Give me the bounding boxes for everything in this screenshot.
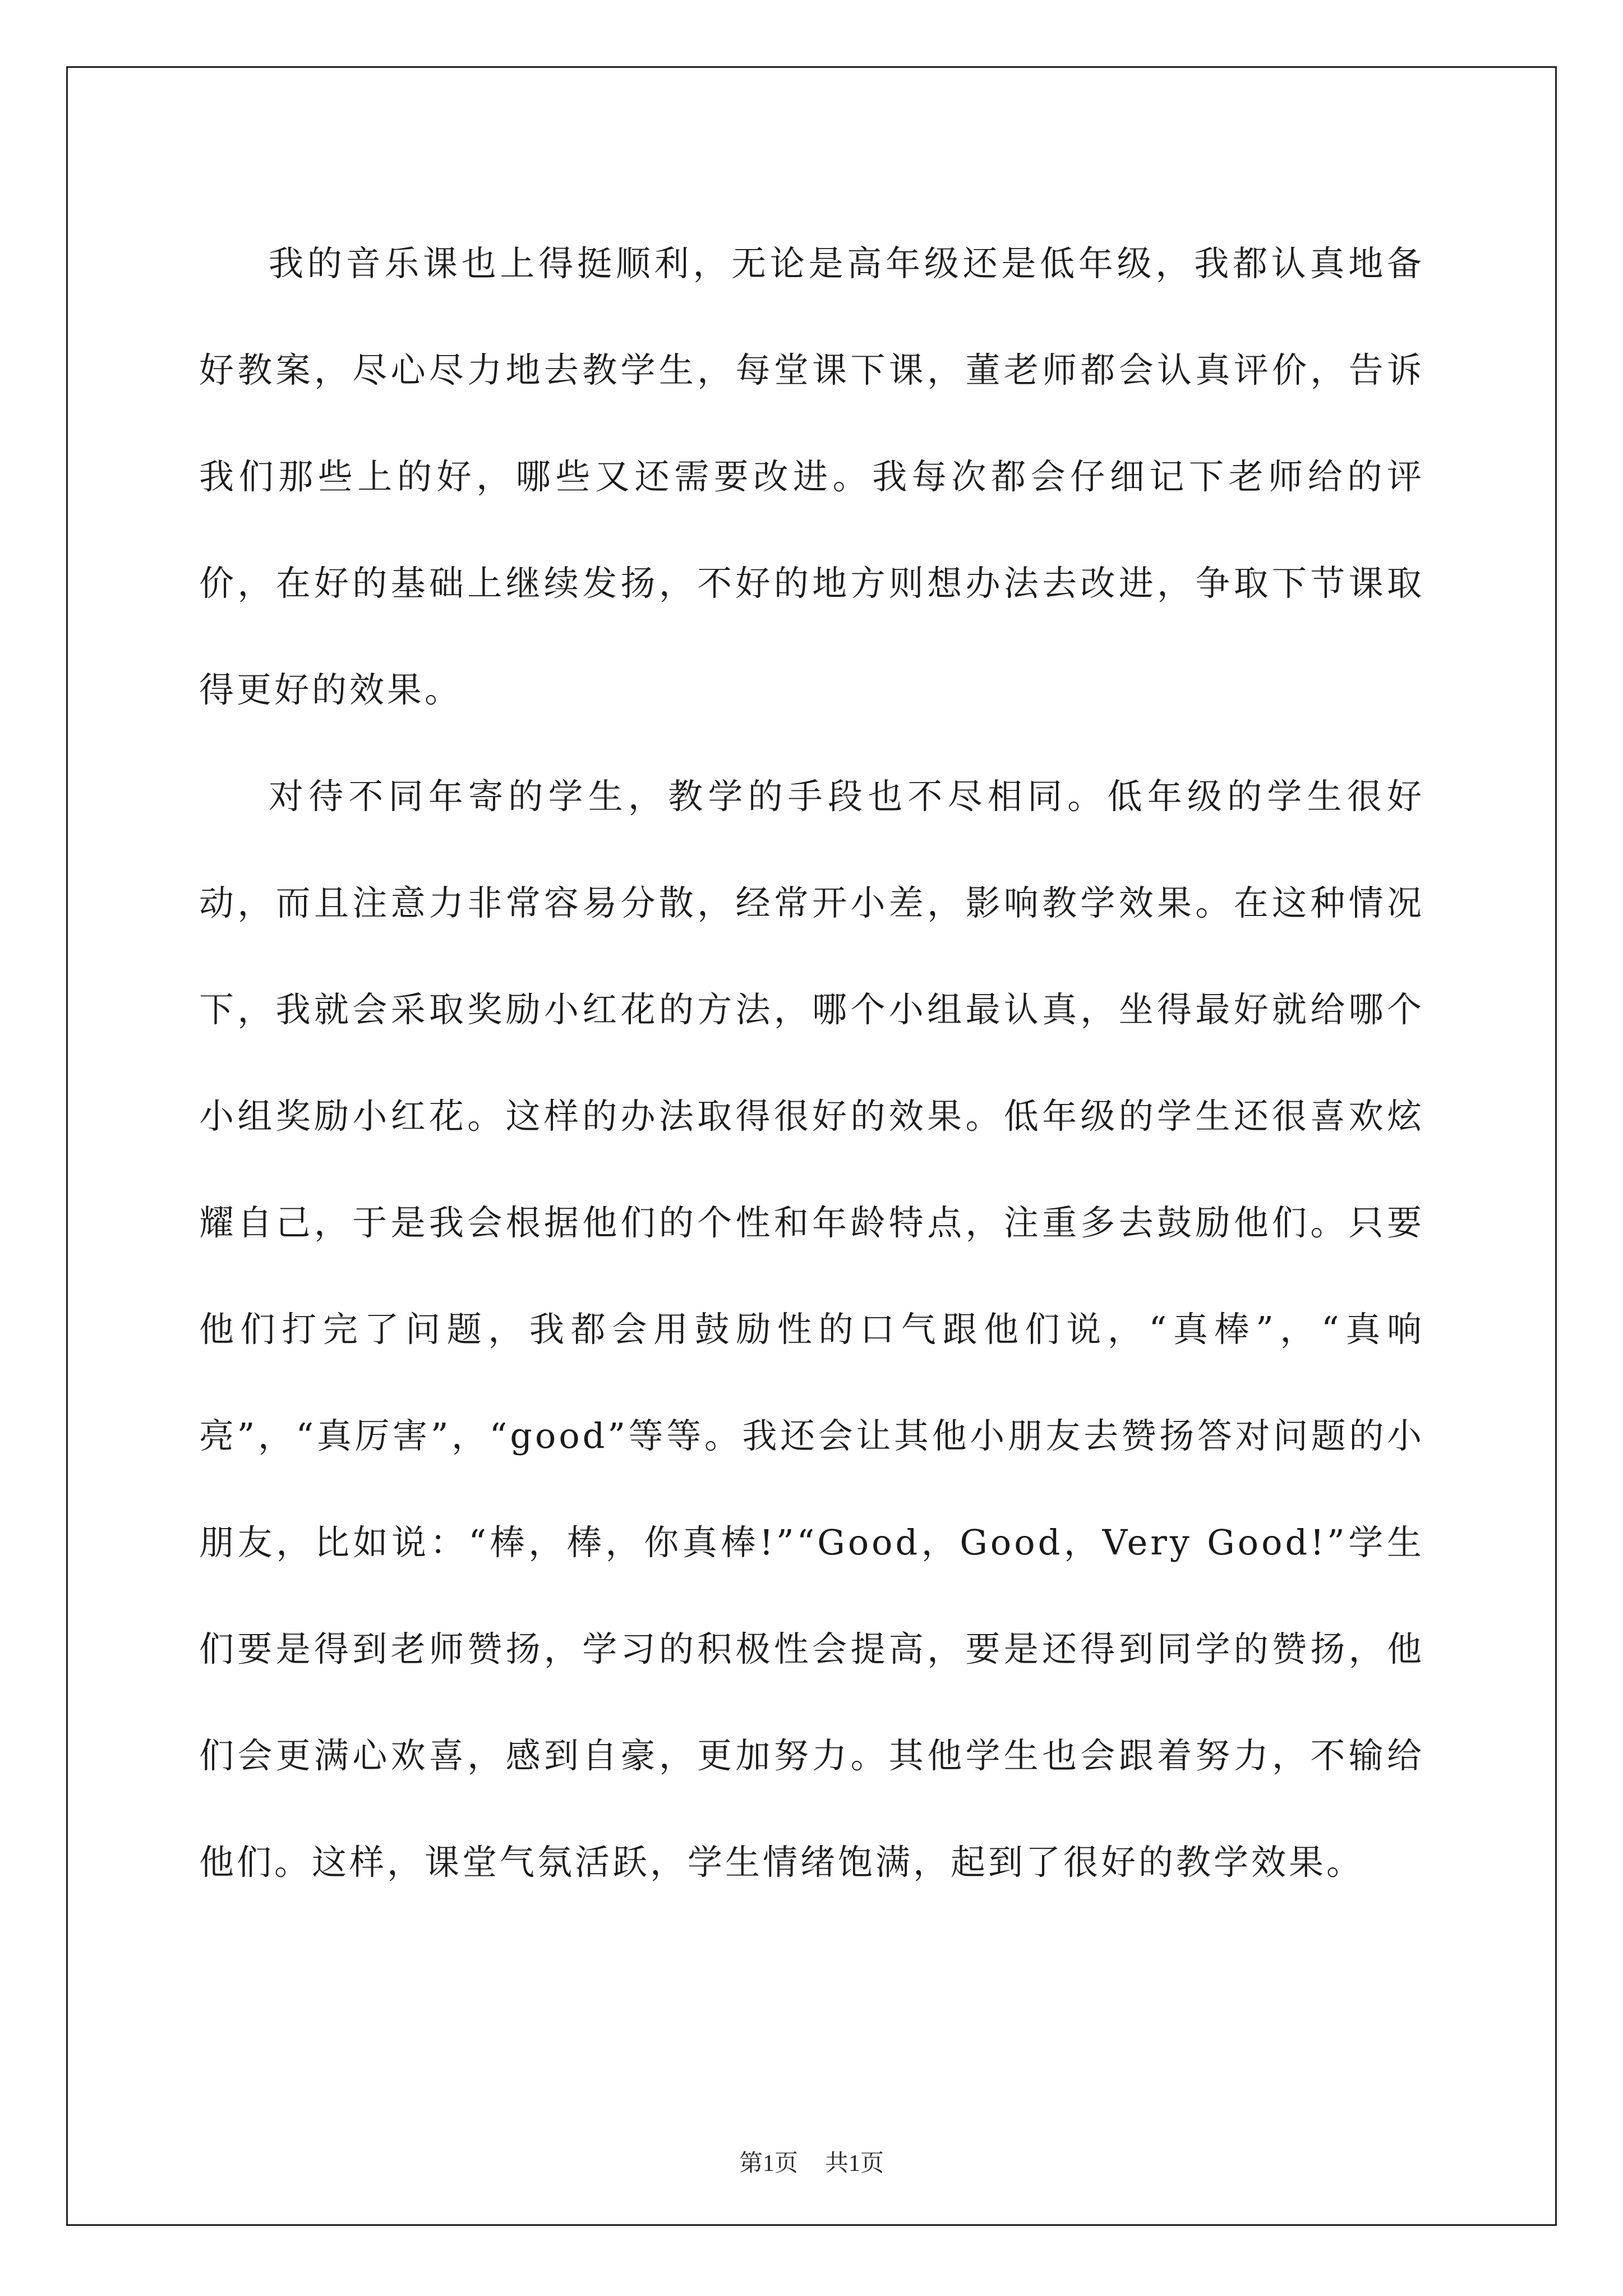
document-body	[199, 210, 1424, 1916]
page-total: 共1页	[825, 2151, 884, 2177]
paragraph-1: 我的音乐课也上得挺顺利，无论是高年级还是低年级，我都认真地备好教案，尽心尽力地去教学生，每堂课下课，董老师都会认真评价，告诉我们那些上的好，哪些又还需要改进。我每次都会仔细记下老师给的评价，在好的基础上继续发扬，不好的地方则想办法去改进，争取下节课取得更好的效果。	[199, 243, 1424, 710]
paragraph-2: 对待不同年寄的学生，教学的手段也不尽相同。低年级的学生很好动，而且注意力非常容易分散，经常开小差，影响教学效果。在这种情况下，我就会采取奖励小红花的方法，哪个小组最认真，坐得最好就给哪个小组奖励小红花。这样的办法取得很好的效果。低年级的学生还很喜欢炫耀自己，于是我会根据他们的个性和年龄特点，注重多去鼓励他们。只要他们打完了问题，我都会用鼓励性的口气跟他们说，“真棒”，“真响亮”，“真厉害”，“good”等等。我还会让其他小朋友去赞扬答对问题的小朋友，比如说：“棒，棒，你真棒!”“Good，Good，Very Good!”学生们要是得到老师赞扬，学习的积极性会提高，要是还得到同学的赞扬，他们会更满心欢喜，感到自豪，更加努力。其他学生也会跟着努力，不输给他们。这样，课堂气氛活跃，学生情绪饱满，起到了很好的教学效果。	[199, 776, 1424, 1883]
page-footer	[0, 2145, 1623, 2178]
page-number: 第1页	[739, 2151, 798, 2177]
